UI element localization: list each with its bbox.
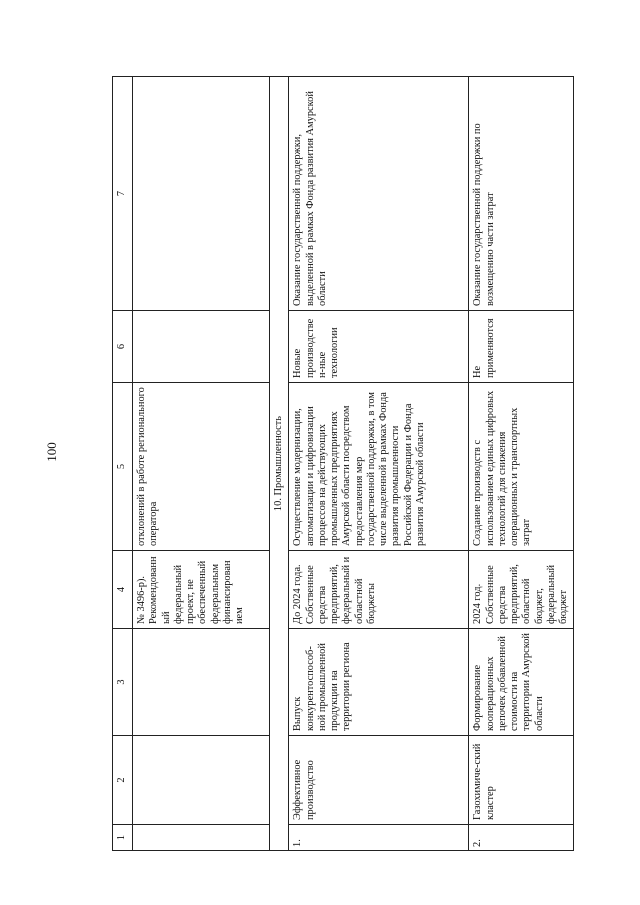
column-header: 7: [113, 77, 133, 311]
column-header: 6: [113, 311, 133, 383]
column-header: 1: [113, 825, 133, 851]
table-cell: Создание производств с использованием единых цифровых технологий для снижения операционных и транспортных затрат: [469, 383, 574, 551]
table-cell: [133, 736, 270, 825]
table-row: [469, 77, 574, 851]
column-header: 2: [113, 736, 133, 825]
table-cell: отклонений в работе регионального оператора: [133, 383, 270, 551]
data-table: [112, 76, 574, 851]
table-cell: Оказание государственной поддержки по возмещению части затрат: [469, 77, 574, 311]
rotated-table-container: [112, 77, 570, 851]
table-cell: Не применяются: [469, 311, 574, 383]
table-row: [289, 77, 469, 851]
table-cell: Формирование кооперационных цепочек добавленной стоимости на территории Амурской области: [469, 629, 574, 736]
table-cell: [133, 77, 270, 311]
table-cell: До 2024 года. Собственные средства предприятий, федеральный и областной бюджеты: [289, 551, 469, 629]
section-title: 10. Промышленность: [270, 77, 289, 851]
table-cell: Эффективное производство: [289, 736, 469, 825]
table-cell: Осуществление модернизации, автоматизации и цифровизации процессов на действующих промышленных предприятиях Амурской области посредством предоставления мер государственной поддержки, в том числе выделенной в рамках Фонда развития промышленности Российской Федерации и Фонда развития Амурской области: [289, 383, 469, 551]
column-header: 4: [113, 551, 133, 629]
section-row: [270, 77, 289, 851]
table-cell: [133, 825, 270, 851]
table-header-row: [113, 77, 133, 851]
table-cell: [133, 311, 270, 383]
column-header: 3: [113, 629, 133, 736]
row-number: 1.: [289, 825, 469, 851]
table-row-continuation: [133, 77, 270, 851]
table-cell: Газохимиче-ский кластер: [469, 736, 574, 825]
table-cell: Выпуск конкурентоспособ-ной промышленной продукции на территории региона: [289, 629, 469, 736]
column-header: 5: [113, 383, 133, 551]
table-cell: Оказание государственной поддержки, выделенной в рамках Фонда развития Амурской области: [289, 77, 469, 311]
page-number: 100: [44, 442, 59, 462]
table-cell: 2024 год. Собственные средства предприятий, областной бюджет, федеральный бюджет: [469, 551, 574, 629]
table-cell: [133, 629, 270, 736]
table-cell: Новые производствен-ные технологии: [289, 311, 469, 383]
row-number: 2.: [469, 825, 574, 851]
table-cell: № 3496-р). Рекомендованный федеральный проект, не обеспеченный федеральным финансированием: [133, 551, 270, 629]
